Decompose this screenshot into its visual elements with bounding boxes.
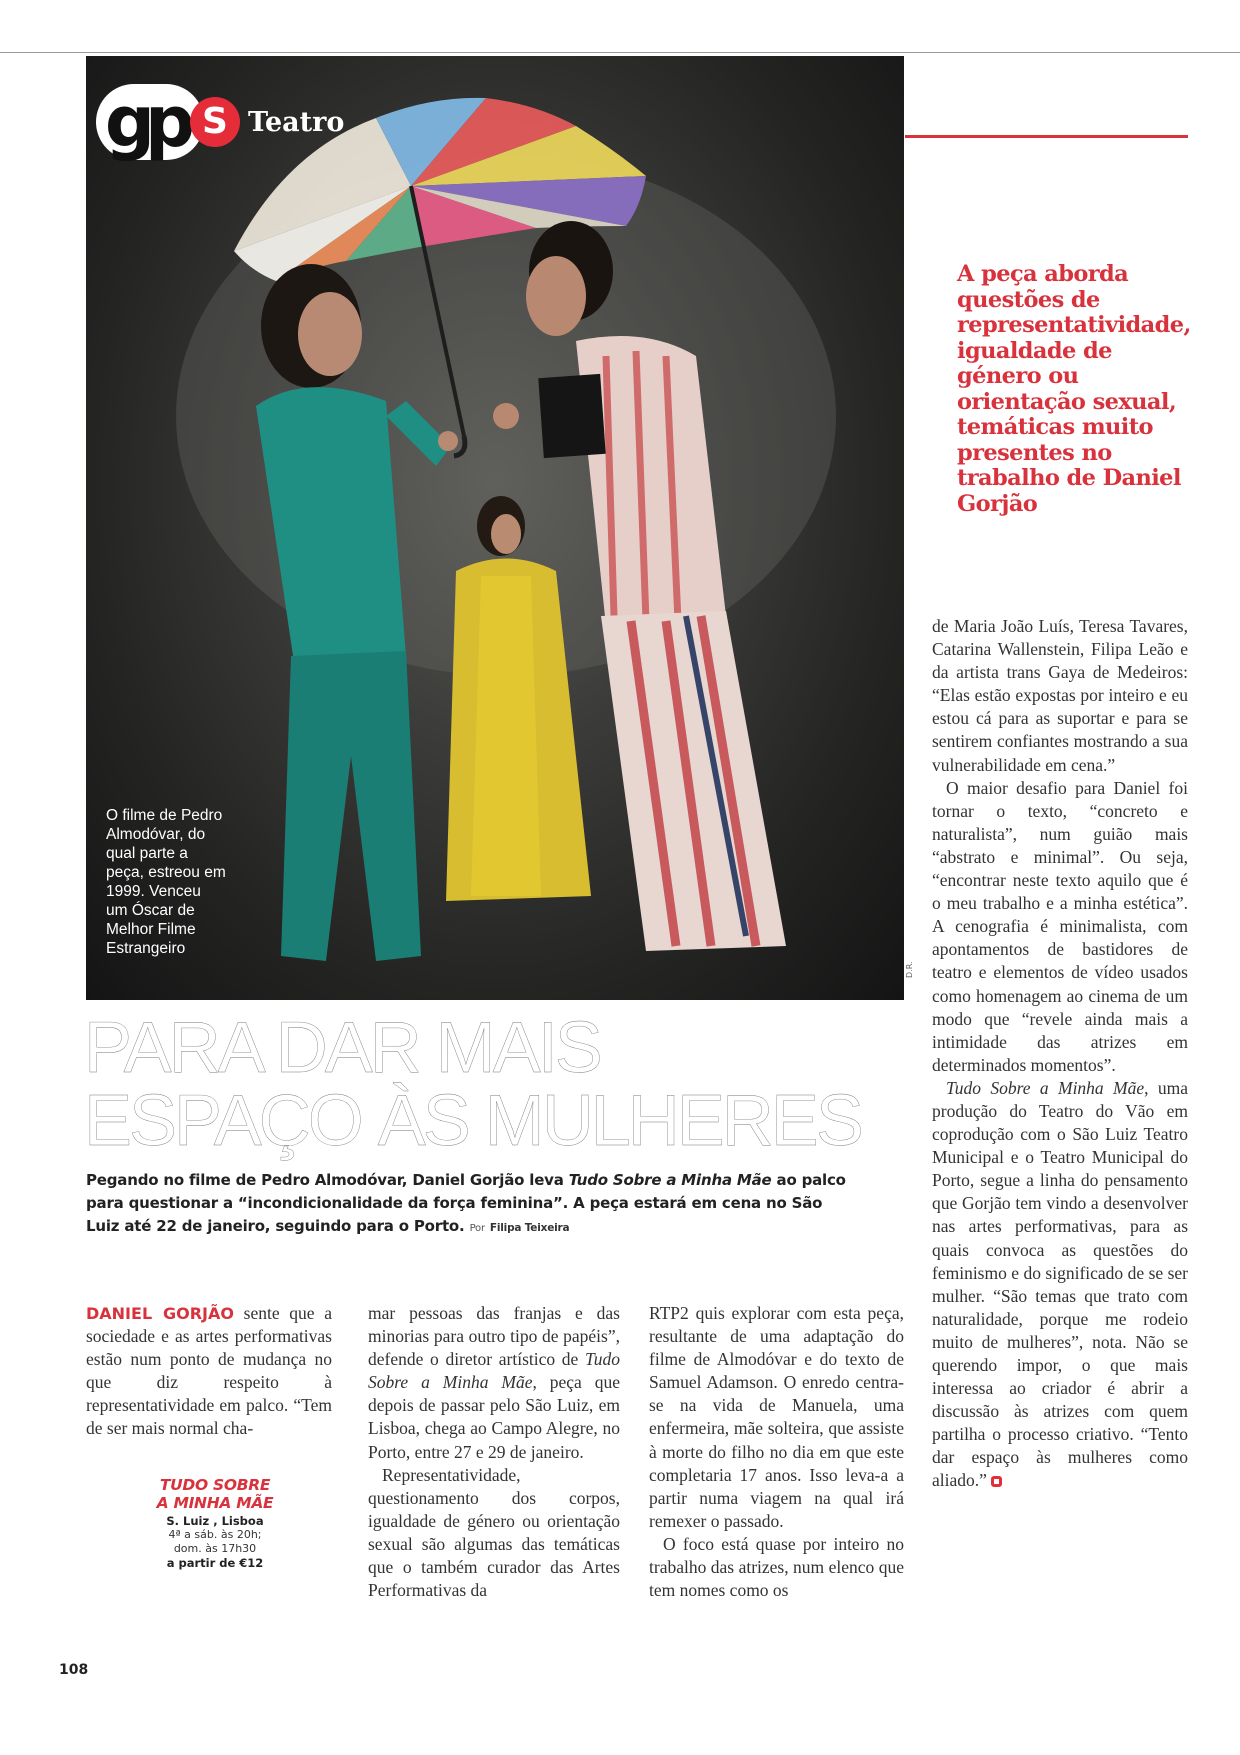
body-paragraph: O maior desafio para Daniel foi tornar o texto, “concreto e naturalista”, num guião mais “abstrato e minimal”. Ou seja, “encontrar neste texto aquilo que é o meu trabalho e a minha estética”. A cenografia é minimalista, com apontamentos de bastidores de teatro e elementos de vídeo usados como homenagem ao cinema de um modo que “revele ainda mais a intimidade das atrizes em determinados momentos”. <box>932 777 1188 1075</box>
section-badge: S <box>190 97 240 147</box>
pull-quote-text: A peça aborda questões de representatividade, igualdade de género ou orientação sexual, temáticas muito presentes no trabalho de Daniel Gorjão <box>957 261 1191 517</box>
body-paragraph <box>368 1302 620 1464</box>
headline-line-2: ESPAÇO ÀS MULHERES <box>84 1081 861 1161</box>
standfirst-text-b: ao palco para questionar a “incondicionalidade da força feminina”. A peça estará em cena no São Luiz até 22 de janeiro, seguindo para o Porto. <box>86 1171 846 1235</box>
body-column-3 <box>649 1302 904 1602</box>
play-title-italic: Tudo Sobre a Minha Mãe <box>946 1077 1145 1098</box>
info-box <box>130 1476 300 1571</box>
body-text: , peça que depois de passar pelo São Luiz, em Lisboa, chega ao Campo Alegre, no Porto, entre 27 e 29 de janeiro. <box>368 1372 620 1462</box>
info-schedule-2: dom. às 17h30 <box>173 1542 257 1555</box>
section-label: Teatro <box>248 106 345 138</box>
body-text: sente que a sociedade e as artes performativas estão num ponto de mudança no que diz respeito à representatividade em palco. “Tem de ser mais normal cha- <box>86 1303 332 1439</box>
photo-caption: O filme de Pedro Almodóvar, do qual parte a peça, estreou em 1999. Venceu um Óscar de Melhor Filme Estrangeiro <box>106 807 226 957</box>
body-column-4 <box>932 615 1188 1493</box>
headline <box>84 1008 924 1161</box>
standfirst <box>86 1169 846 1240</box>
play-title-italic: Tudo Sobre a Minha Mãe <box>368 1349 620 1393</box>
body-text: , uma produção do Teatro do Vão em coprodução com o São Luiz Teatro Municipal e o Teatro Municipal do Porto, segue a linha do pensamento que Gorjão tem vindo a desenvolver nas artes performativas, para as quais convoca as questões do feminismo e do significado de se ser mulher. “São temas que trato com naturalidade, porque me rodeio muito de mulheres”, nota. Não se querendo impor, o que mais interessa ao criador é abrir a discussão às atrizes com quem partilha o processo criativo. “Tento dar espaço às mulheres como aliado.” <box>932 1077 1188 1491</box>
body-column-2 <box>368 1302 620 1602</box>
info-schedule-1: 4ª a sáb. às 20h; <box>168 1528 262 1541</box>
lead-name: DANIEL GORJÃO <box>86 1304 234 1323</box>
hero-photo <box>86 56 904 1000</box>
standfirst-text-a: Pegando no filme de Pedro Almodóvar, Daniel Gorjão leva <box>86 1171 569 1189</box>
byline-author: Filipa Teixeira <box>489 1222 570 1234</box>
body-paragraph: Representatividade, questionamento dos corpos, igualdade de género ou orientação sexual são algumas das temáticas que o também curador das Artes Performativas da <box>368 1464 620 1601</box>
body-paragraph: O foco está quase por inteiro no trabalho das atrizes, num elenco que tem nomes como os <box>649 1533 904 1601</box>
photo-credit: D.R. <box>905 961 914 978</box>
body-paragraph <box>932 1077 1188 1493</box>
body-column-1 <box>86 1302 332 1441</box>
byline-prefix: Por <box>469 1223 485 1234</box>
body-text: mar pessoas das franjas e das minorias para outro tipo de papéis”, defende o diretor artístico de <box>368 1303 620 1370</box>
info-title-line-1: TUDO SOBRE <box>159 1476 271 1494</box>
top-rule <box>0 52 1240 53</box>
standfirst-title: Tudo Sobre a Minha Mãe <box>568 1171 772 1189</box>
info-price: a partir de €12 <box>166 1556 264 1570</box>
page-number: 108 <box>59 1662 89 1678</box>
gp-logo-mark: gp <box>96 84 204 160</box>
accent-rule <box>905 135 1188 138</box>
pull-quote <box>957 261 1191 517</box>
headline-line-1: PARA DAR MAIS <box>84 1008 600 1088</box>
end-of-article-icon <box>991 1476 1002 1487</box>
body-paragraph: de Maria João Luís, Teresa Tavares, Catarina Wallenstein, Filipa Leão e da artista trans Gaya de Medeiros: “Elas estão expostas por inteiro e eu estou cá para as suportar e para se sentirem confiantes mostrando a sua vulnerabilidade em cena.” <box>932 616 1188 775</box>
magazine-logo <box>96 81 345 163</box>
body-paragraph <box>86 1302 332 1441</box>
info-venue: S. Luiz , Lisboa <box>166 1514 264 1528</box>
body-paragraph: RTP2 quis explorar com esta peça, resultante de uma adaptação do filme de Almodóvar e do texto de Samuel Adamson. O enredo centra-se na vida de Manuela, uma enfermeira, mãe solteira, que assiste à morte do filho no dia em que este completaria 17 anos. Isso leva-a a partir numa viagem na qual irá remexer o passado. <box>649 1303 904 1531</box>
info-title-line-2: A MINHA MÃE <box>156 1494 274 1512</box>
